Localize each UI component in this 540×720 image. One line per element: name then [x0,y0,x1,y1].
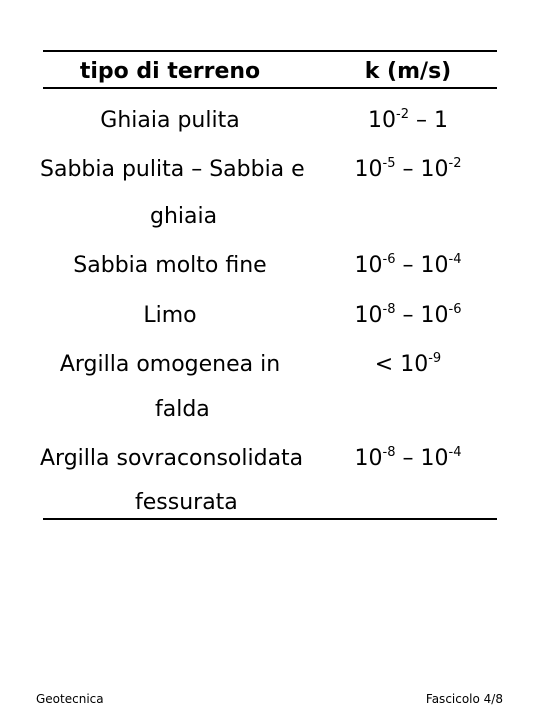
header-rule [43,87,497,89]
table-row-k: < $10^{-9}$ [374,351,442,377]
table-row-k: $10^{-8} - 10^{-6}$ [354,302,462,328]
table-row-soil: Argilla sovraconsolidata [40,446,304,471]
table-row-soil-continuation: falda [155,397,210,422]
footer-page-number: Fascicolo 4/8 [425,692,503,706]
table-row-k: $10^{-5} - 10^{-2}$ [354,156,462,182]
table-row-soil: Sabbia pulita – Sabbia e [40,157,305,182]
header-soil-type: tipo di terreno [79,59,261,84]
table-row-soil: Sabbia molto fine [73,253,267,278]
footer-course-name: Geotecnica [36,692,104,706]
table-top-rule [43,50,497,52]
table-row-soil-continuation: ghiaia [150,204,218,229]
table-row-soil: Limo [143,303,197,328]
table-row-soil: Argilla omogenea in [59,352,281,377]
table-row-soil-continuation: fessurata [135,490,238,515]
table-bottom-rule [43,518,497,520]
table-row-soil: Ghiaia pulita [100,108,240,133]
table-row-k: $10^{-8} - 10^{-4}$ [354,445,462,471]
table-row-k: $10^{-2} - 1$ [368,107,448,133]
table-row-k: $10^{-6} - 10^{-4}$ [354,252,462,278]
header-permeability: k (m/s) [364,59,452,84]
